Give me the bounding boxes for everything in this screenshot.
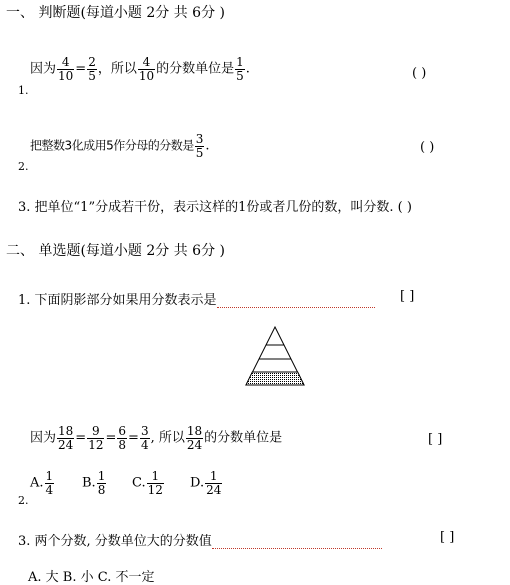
denominator: 8: [118, 437, 127, 452]
fraction: [97, 470, 107, 496]
denominator: 24: [186, 437, 203, 452]
question-2-3: [18, 530, 382, 549]
period: .: [205, 138, 210, 154]
numerator: 1: [97, 469, 106, 483]
numerator: 1: [236, 55, 244, 69]
question-1-2-number: 2.: [18, 160, 29, 173]
denominator: 5: [195, 145, 204, 160]
numerator: 1: [209, 469, 218, 483]
equals-sign: =: [75, 61, 87, 77]
answer-underline: [217, 295, 375, 308]
numerator: 9: [92, 424, 100, 438]
option-label: C.: [132, 475, 146, 491]
equals-sign: =: [128, 430, 139, 446]
denominator: 10: [138, 68, 155, 83]
denominator: 4: [140, 437, 149, 452]
option-label: D.: [190, 475, 205, 491]
question-1-1: [30, 56, 250, 82]
q2-2-text-b: , 所以: [150, 430, 185, 446]
denominator: 5: [88, 68, 96, 83]
question-2-2-number: 2.: [18, 494, 29, 507]
fraction: [87, 425, 104, 451]
option-c[interactable]: [132, 470, 190, 496]
denominator: 10: [58, 68, 74, 83]
period: .: [245, 61, 250, 77]
section-1-title: 一、 判断题(每道小题 2分 共 6分 ): [6, 5, 225, 21]
question-2-1: [18, 289, 375, 308]
denominator: 8: [97, 482, 106, 497]
fraction: [87, 56, 97, 82]
fraction: [117, 425, 127, 451]
answer-bracket-2-3[interactable]: [ ]: [440, 530, 455, 545]
option-label: A.: [30, 475, 44, 491]
numerator: 4: [61, 55, 70, 69]
shaded-region: [246, 372, 304, 385]
option-d[interactable]: [190, 470, 242, 496]
numerator: 3: [195, 132, 204, 146]
equals-sign: =: [105, 430, 117, 446]
fraction: [147, 470, 164, 496]
numerator: 4: [142, 55, 151, 69]
denominator: 12: [88, 437, 104, 452]
q1-1-text-c: 的分数单位是: [156, 61, 235, 77]
numerator: 1: [45, 469, 54, 483]
fraction: [186, 425, 203, 451]
question-1-2: [30, 133, 210, 159]
option-b[interactable]: [82, 470, 132, 496]
q2-2-text-a: 因为: [30, 430, 57, 446]
fraction: [140, 425, 150, 451]
q1-2-text: 把整数3化成用5作分母的分数是: [30, 138, 194, 153]
q1-1-text-a: 因为: [30, 61, 57, 77]
denominator: 4: [45, 482, 54, 497]
denominator: 24: [206, 482, 222, 497]
numerator: 2: [88, 55, 96, 69]
fraction: [195, 133, 205, 159]
fraction: [235, 56, 245, 82]
denominator: 24: [58, 437, 74, 452]
shaded-triangle-figure: [244, 325, 306, 387]
equals-sign: =: [75, 430, 87, 446]
question-2-3-options: A. 大 B. 小 C. 不一定: [28, 570, 155, 585]
q2-1-text: 1. 下面阴影部分如果用分数表示是: [18, 293, 217, 308]
answer-bracket-2-2[interactable]: [ ]: [428, 432, 443, 447]
denominator: 5: [236, 68, 244, 83]
section-2-title: 二、 单选题(每道小题 2分 共 6分 ): [6, 243, 225, 259]
numerator: 18: [186, 424, 203, 438]
denominator: 12: [147, 482, 163, 497]
fraction: [57, 425, 74, 451]
answer-underline: [212, 536, 382, 549]
answer-paren-1-2[interactable]: ( ): [420, 140, 435, 155]
question-1-3: 3. 把单位“1”分成若干份，表示这样的1份或者几份的数，叫分数. ( ): [18, 200, 412, 215]
fraction: [57, 56, 74, 82]
q2-3-text: 3. 两个分数, 分数单位大的分数值: [18, 534, 212, 549]
fraction: [138, 56, 155, 82]
fraction: [45, 470, 55, 496]
numerator: 3: [140, 424, 149, 438]
option-a[interactable]: [30, 470, 82, 496]
option-label: B.: [82, 475, 96, 491]
question-2-2: [30, 425, 282, 451]
fraction: [205, 470, 222, 496]
numerator: 18: [58, 424, 74, 438]
q2-2-text-c: 的分数单位是: [204, 430, 283, 446]
question-1-1-number: 1.: [18, 84, 29, 97]
question-2-2-options: [30, 470, 242, 496]
q1-1-text-b: ，所以: [97, 61, 137, 77]
answer-paren-1-1[interactable]: ( ): [412, 66, 427, 81]
answer-bracket-2-1[interactable]: [ ]: [400, 289, 415, 304]
numerator: 6: [118, 424, 127, 438]
numerator: 1: [151, 469, 160, 483]
